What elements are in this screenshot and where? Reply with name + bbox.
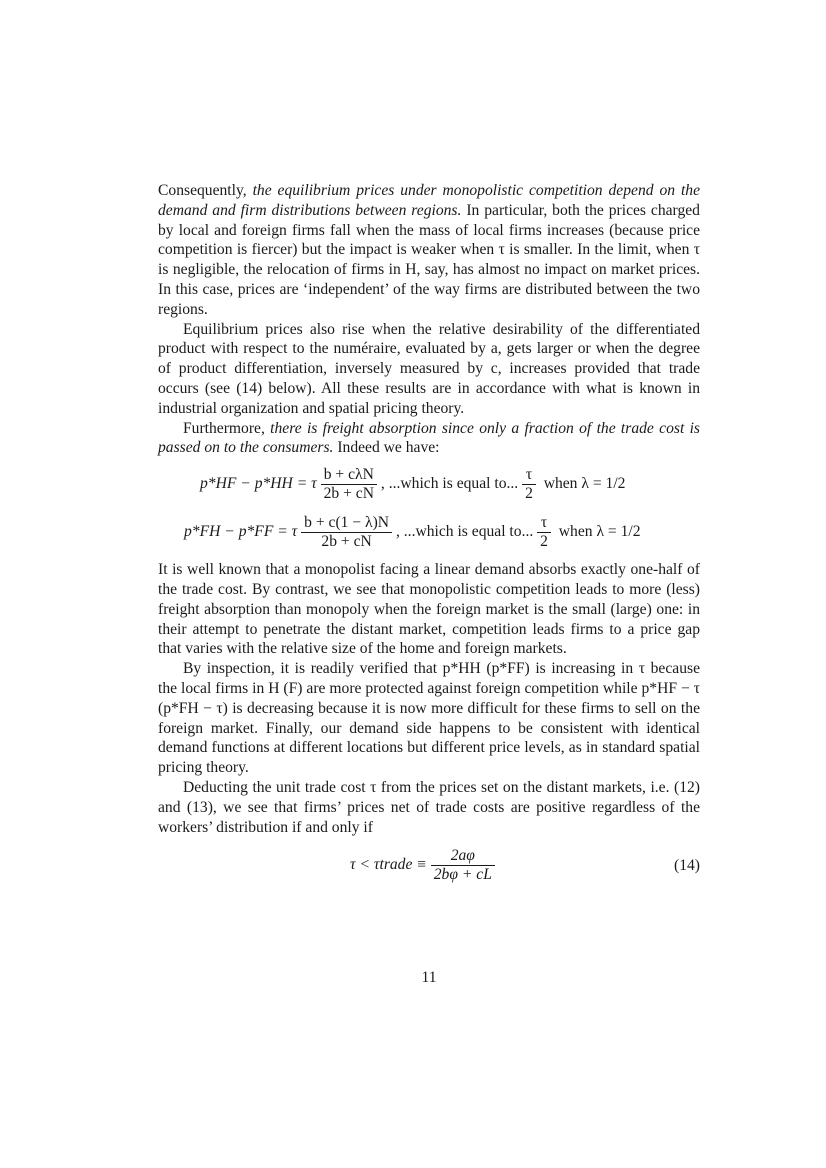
equation-2 <box>158 512 700 560</box>
paragraph-2: Equilibrium prices also rise when the relative desirability of the differentiated product with respect to the numéraire, evaluated by a, gets larger or when the degree of product differentiation, inversely measured by c, increases provided that trade occurs (see (14) below). All these results are in accordance with what is known in industrial organization and spatial pricing theory. <box>158 320 700 417</box>
eq2-numerator: b + c(1 − λ)N <box>301 514 392 533</box>
eq1-condition: when λ = 1/2 <box>543 475 626 493</box>
eq2-frac2-denominator: 2 <box>540 533 548 551</box>
para1-italic: the equilibrium prices under monopolistic competition depend on the demand and firm distributions between regions. <box>158 182 701 219</box>
eq2-lhs: p*FH − p*FF = τ <box>184 523 298 541</box>
eq1-lhs: p*HF − p*HH = τ <box>200 475 317 493</box>
paragraph-3 <box>158 419 700 459</box>
eq3-numerator: 2aφ <box>431 847 495 866</box>
page-number: 11 <box>421 969 437 986</box>
para3-italic: there is freight absorption since only a fraction of the trade cost is passed on to the consumers. <box>158 419 700 457</box>
eq1-numerator: b + cλN <box>321 466 377 485</box>
eq2-condition: when λ = 1/2 <box>558 523 641 541</box>
eq2-frac2-numerator: τ <box>537 514 551 533</box>
equation-1 <box>158 462 700 510</box>
paragraph-4: It is well known that a monopolist facing a linear demand absorbs exactly one-half of the trade cost. By contrast, we see that monopolistic competition leads to more (less) freight absorption than monopoly when the foreign market is the small (large) one: in their attempt to penetrate the distant market, competition leads firms to a price gap that varies with the relative size of the home and foreign markets. <box>158 561 700 658</box>
eq1-denominator: 2b + cN <box>323 485 374 503</box>
eq1-fraction-2 <box>522 466 536 503</box>
eq2-fraction-2 <box>537 514 551 551</box>
eq1-frac2-denominator: 2 <box>525 485 533 503</box>
eq3-denominator: 2bφ + cL <box>433 866 492 884</box>
eq2-fraction <box>301 514 392 551</box>
eq2-denominator: 2b + cN <box>321 533 372 551</box>
para1-rest: In particular, both the prices charged by local and foreign firms fall when the mass of local firms increases (because price competition is fiercer) but the impact is weaker when τ is smaller. In the limit, when τ is negligible, the relocation of firms in H, say, has almost no impact on market prices. In this case, prices are ‘independent’ of the way firms are distributed between the two regions. <box>158 201 700 318</box>
para1-lead: Consequently, <box>158 182 247 199</box>
paragraph-5: By inspection, it is readily verified that p*HH (p*FF) is increasing in τ because the local firms in H (F) are more protected against foreign competition while p*HF − τ (p*FH − τ) is decreasing because it is now more difficult for these firms to sell on the foreign market. Finally, our demand side happens to be consistent with identical demand functions at different locations but different price levels, as in standard spatial pricing theory. <box>158 660 700 777</box>
para3-lead: Furthermore, <box>183 419 265 437</box>
eq1-fraction <box>321 466 377 503</box>
equation-3 <box>158 843 700 891</box>
paragraph-6: Deducting the unit trade cost τ from the prices set on the distant markets, i.e. (12) and (13), we see that firms’ prices net of trade costs are positive regardless of the workers’ distribution if and only if <box>158 778 700 836</box>
eq3-lhs: τ < τtrade ≡ <box>350 856 427 874</box>
eq1-tail: , ...which is equal to... <box>380 475 519 493</box>
para3-rest: Indeed we have: <box>337 439 440 457</box>
eq3-fraction <box>431 847 495 884</box>
equation-number: (14) <box>674 857 700 875</box>
page-body <box>158 181 701 986</box>
eq1-frac2-numerator: τ <box>522 466 536 485</box>
eq2-tail: , ...which is equal to... <box>395 523 534 541</box>
paragraph-1 <box>158 181 700 320</box>
